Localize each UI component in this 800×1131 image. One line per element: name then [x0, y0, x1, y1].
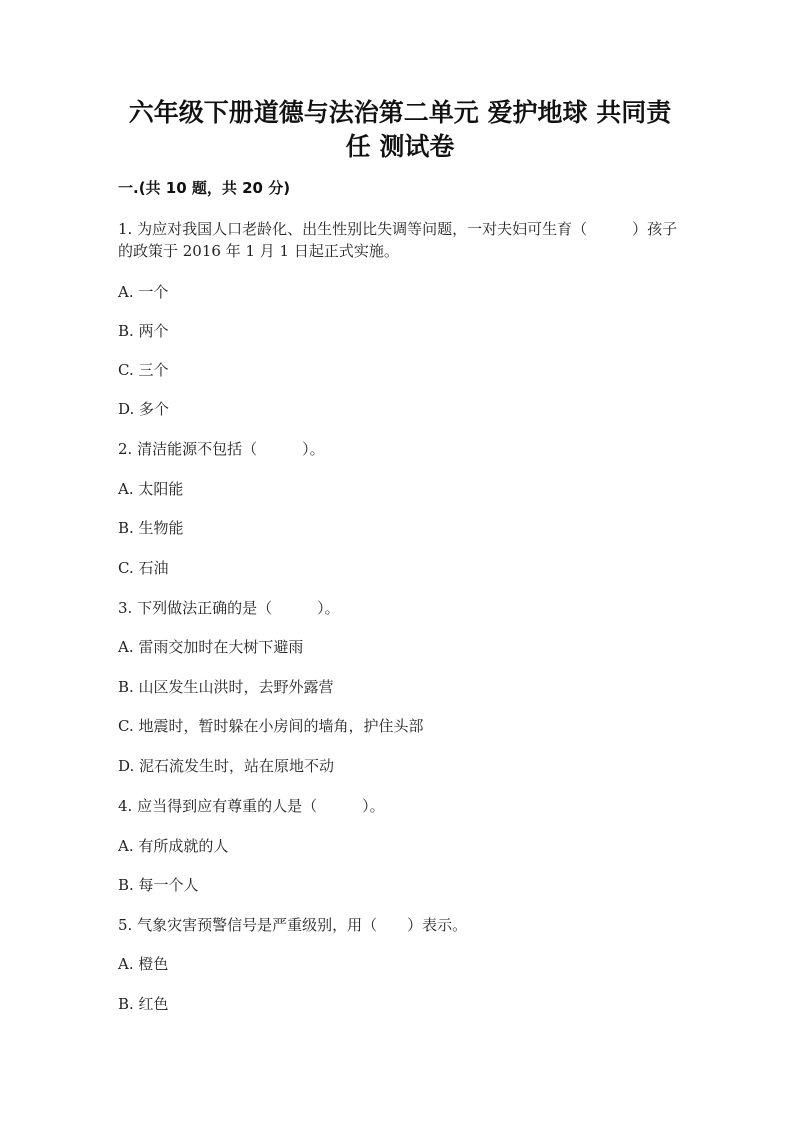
page-title: 六年级下册道德与法治第二单元 爱护地球 共同责任 测试卷	[128, 98, 672, 161]
question-4-stem: 4. 应当得到应有尊重的人是（ ）。	[118, 797, 385, 815]
question-3-stem: 3. 下列做法正确的是（ ）。	[118, 599, 340, 617]
question-4-option-b: B. 每一个人	[118, 876, 199, 894]
question-1-option-c: C. 三个	[118, 361, 169, 379]
question-3-option-c: C. 地震时，暂时躲在小房间的墙角，护住头部	[118, 717, 424, 735]
section-heading: 一.(共 10 题，共 20 分)	[118, 179, 291, 197]
question-5-stem: 5. 气象灾害预警信号是严重级别，用（ ）表示。	[118, 916, 468, 934]
question-2-stem: 2. 清洁能源不包括（ ）。	[118, 440, 325, 458]
question-1-option-a: A. 一个	[118, 283, 169, 301]
question-1-option-d: D. 多个	[118, 400, 170, 418]
question-3-option-d: D. 泥石流发生时，站在原地不动	[118, 757, 335, 775]
question-2-option-b: B. 生物能	[118, 519, 184, 537]
question-1-option-b: B. 两个	[118, 322, 169, 340]
question-5-option-b: B. 红色	[118, 995, 169, 1013]
question-2-option-c: C. 石油	[118, 559, 169, 577]
question-5-option-a: A. 橙色	[118, 955, 169, 973]
question-4-option-a: A. 有所成就的人	[118, 837, 229, 855]
question-3-option-b: B. 山区发生山洪时，去野外露营	[118, 678, 334, 696]
question-1-stem: 1. 为应对我国人口老龄化、出生性别比失调等问题，一对夫妇可生育（ ）孩子的政策于 2016 年 1 月 1 日起正式实施。	[118, 220, 678, 260]
question-3-option-a: A. 雷雨交加时在大树下避雨	[118, 638, 304, 656]
question-2-option-a: A. 太阳能	[118, 480, 184, 498]
